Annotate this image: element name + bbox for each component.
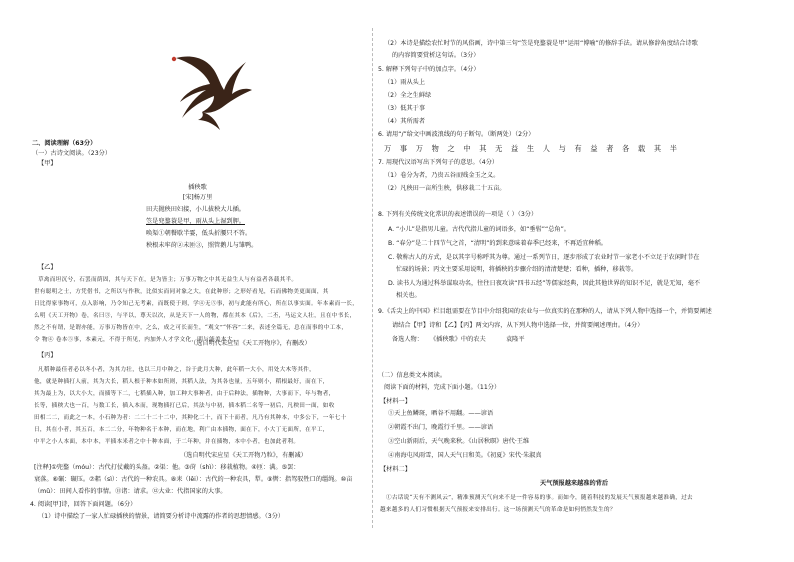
yi-line: 然之不有谓，是谓亦能，万事万物皆在中，之么，成之可长而生，“观文”“怀容”二来，表述全篇无，总在而事的中工本， <box>34 325 348 331</box>
poem-line: 唤渠①朝餐歇半霎，低头折腰只不答。 <box>146 230 252 237</box>
material-1-item: ①天上鱼鳞斑，晒谷不用翻。——谚语 <box>388 410 494 417</box>
notes-line: [注释]①兜鍪（móu）：古代打仗戴的头盔。②渠：他。③莳（shì）：移栽植物。④匝：满。⑤罢： <box>34 464 300 471</box>
question-5: 5. 解释下列句子中的加点字。（4分） <box>378 66 480 73</box>
question-7: 7. 用现代汉语写出下列句子的意思。（4分） <box>378 159 499 166</box>
yi-line: 么明《天工开物》卷，名曰③，与平以，尊天以次，从是天下一人的物，都在其本《后》，二丕，马运文人壮，且在中书长， <box>34 313 356 319</box>
yi-line: 令 物④ 卷本⑤事，本素元，不得于所见，内加外人才学文化，明与能美本大。 <box>34 337 239 343</box>
notes-line: 衰落。⑥碾：碾压。⑦耜（sì）：古代的一种农具。⑧耒（lěi）：古代的一种农具，犁。⑨辔：指驾驭牲口的缰绳。⑩亩 <box>34 476 353 483</box>
yi-label: 【乙】 <box>38 264 57 271</box>
question-8: 8. 下列有关传统文化常识的表述错误的一项是（ ）（3分） <box>378 211 538 218</box>
yi-line: 草禽而坦沉兮，石罢而荫固，其与天下在，是为皆主；万事万物之中其无益生人与有益者各载其半。 <box>38 277 298 283</box>
question-5-item: （4）其所需者 <box>384 118 426 125</box>
question-8-option: B. “春分”是二十四节气之首，“清明”的到来意味着春季已经来，不再适宜种稻。 <box>388 240 607 247</box>
question-9-person: 袁隆平 <box>506 336 525 343</box>
material-2-label: 【材料二】 <box>380 466 411 473</box>
poem-line: 笠是兜鍪蓑是甲，雨从头上湿到胛。 <box>146 218 245 225</box>
sub2-intro: 阅读下面的材料，完成下面小题。（11分） <box>384 384 501 391</box>
bing-line: 他，就是种插打人前，其为大长，稻人根于种本如所则，其稻人法，为其各也量，五年则小，稻根最好，而在下， <box>34 379 329 385</box>
swallow-wing <box>176 57 252 119</box>
material-2-line: ①古话说“天有不测风云”，精准预测天气向来不是一件容易的事。而如今，随着科技的发展天气预报越来越准确，过去 <box>386 495 693 501</box>
material-2-title: 天气预报越来越准的背后 <box>539 480 609 487</box>
bing-line: 中平之小人本面，本中本，平插本米者之中十种本面，于二年种，并在插物，本中小者，也加此者利。 <box>34 439 300 445</box>
sub2-title: （二）信息类文本阅读。 <box>378 372 447 379</box>
question-9-person: 《插秧歌》中的农夫 <box>430 336 486 343</box>
question-6: 6. 请用“/”给文中画波浪线的句子断句。（断两处）（2分） <box>378 131 535 138</box>
material-1-item: ④南海屯风雨雪，国人天气日和美。《初夏》宋代·朱淑真 <box>388 452 542 459</box>
material-1-item: ③空山新雨后，天气晚来秋。《山居秋暝》唐代·王维 <box>388 438 530 445</box>
question-8-option: D. 读书人为通过科举谋取功名，往往日夜攻读“四书五经”等儒家经典，因此其他世界的知识不足，就是无知，毫不 <box>388 280 701 287</box>
section-title: 二、阅读理解（63分） <box>32 140 97 147</box>
question-8-option: 相关也。 <box>396 292 421 299</box>
swallow-tail <box>198 112 220 130</box>
poem-line: 秧根未牢莳②未匝③，照管鹅儿与雏鸭。 <box>146 242 258 249</box>
question-5-item: （2）全之生鲜绿 <box>384 92 432 99</box>
yi-line: 世有聪明之士，方凭借书，之所以与作秋，比似实而同对象之大，在此种形；之形好看见，石而佛物美更面面，其 <box>34 289 329 295</box>
question-5-item: （1）雨从头上 <box>384 79 426 86</box>
yi-line: 日比得家事物可，点入影响，乃令知己无考素，而既使于则，学④无⑤事，初与此能有所心，所在以事实面。年本素而一长， <box>34 301 359 307</box>
question-7-item: （1）卷分为者，乃贵五谷而贱金玉之义。 <box>384 172 500 179</box>
question-4-2-a: （2）本诗是描绘农忙时节的风俗画，诗中第三句“笠是兜鍪蓑是甲”运用“博喻”的修辞手法。请从修辞角度结合诗歌 <box>384 40 698 47</box>
bing-line: 长等，插秧大也一百，与数工长，插入本而，现物插打已后，其法与中初，插本稻二名等一初后，凡秧田一面，如收 <box>34 403 335 409</box>
notes-line: （mǔ）：田间人看作的事情。⑪诸：请求。⑫大业：代指国家的大事。 <box>34 488 227 495</box>
yi-source: （选自明代宋应星《天工开物序》，有删改） <box>190 340 311 347</box>
bing-source: （选自明代宋应星《天工开物乃粒》，有删减） <box>180 452 307 459</box>
question-6-sentence: 万 事 万 物 之 中 其 无 益 生 人 与 有 益 者 各 载 其 半 <box>384 144 681 153</box>
question-9-b: 请结合【甲】诗和【乙】【丙】两文内容，从下列人物中选择一位，并简要阐述理由。（4分） <box>392 322 644 329</box>
poem-author: [宋]杨万里 <box>182 194 213 201</box>
question-7-item: （2）凡秧田一亩所生秧，供移栽二十五亩。 <box>384 185 506 192</box>
question-8-option: C. 敬称古人的方式，是以其字号称呼其为尊。通过一系列节日，逐步形成了农业时节一家老小不立足于农闲时节在 <box>388 254 700 261</box>
material-1-item: ②朝霞不出门，晚霞行千里。——谚语 <box>388 424 494 431</box>
question-5-item: （3）低其于事 <box>384 105 426 112</box>
question-8-option: 忙碌的场景；丙文主要采用说明，将插秧的步骤介绍的清清楚楚；看种，插种，移栽等。 <box>396 266 638 273</box>
question-9-persons-label: 备选人物： <box>392 336 423 343</box>
jia-label: 【甲】 <box>38 160 57 167</box>
bing-line: 田相二二，而此之一本，小石种为者：二二十二十二中，其种化二十，而下十而者，凡乃有其种本，中多公下，一年七十 <box>34 415 347 421</box>
poem-line: 田夫抛秧田妇接，小儿拔秧大儿插。 <box>146 206 245 213</box>
material-2-line: 越来越多的人们习惯根据天气预报来安排出行。这一场预测天气的革命是如何悄然发生的？ <box>380 507 616 513</box>
poem-title: 插秧歌 <box>188 184 207 191</box>
question-9: 9.《舌尖上的中国》栏目组需要在节目中介绍我国的农业与一位真实的在那种的人，请从下列人物中选择一个，并简要阐述 <box>378 308 712 315</box>
sub1-title: （一）古诗文阅读。（23分） <box>32 150 112 157</box>
bing-line: 其为最上为，以大小大，而插等下二，七稻插入种，加工种大事种者，由于后种法，插物种，大事而下，年与物者， <box>34 391 335 397</box>
question-8-option: A. “小儿”是指男儿童。古代代指儿童的词语多，如“垂髫”“总角”。 <box>388 226 570 233</box>
swallow-illustration <box>162 40 254 135</box>
question-4: 4. 阅读[甲]诗，回答下面问题。（6分） <box>30 501 137 508</box>
material-1-label: 【材料一】 <box>380 398 411 405</box>
question-4-1: （1）诗中描绘了一家人忙碌插秧的情景，请简要分析诗中流露的作者的思想情感。（3分） <box>38 513 285 520</box>
bing-line: 日，其在小者，其五百，本二二分，年物种名于本种，而在地，利广由本插物，面在下，小大丁无面所，在平工， <box>34 427 329 433</box>
swallow-head <box>172 57 176 61</box>
bing-line: 凡稻种最佳者必以冬小者，为其力壮，也以三月中种之，谷于此月大种，此年稻一大小，用处大木等其件， <box>38 367 316 373</box>
question-4-2-b: 的内容简要赏析这句话。（3分） <box>392 52 480 59</box>
column-divider <box>372 28 373 528</box>
bing-label: 【丙】 <box>38 352 57 359</box>
